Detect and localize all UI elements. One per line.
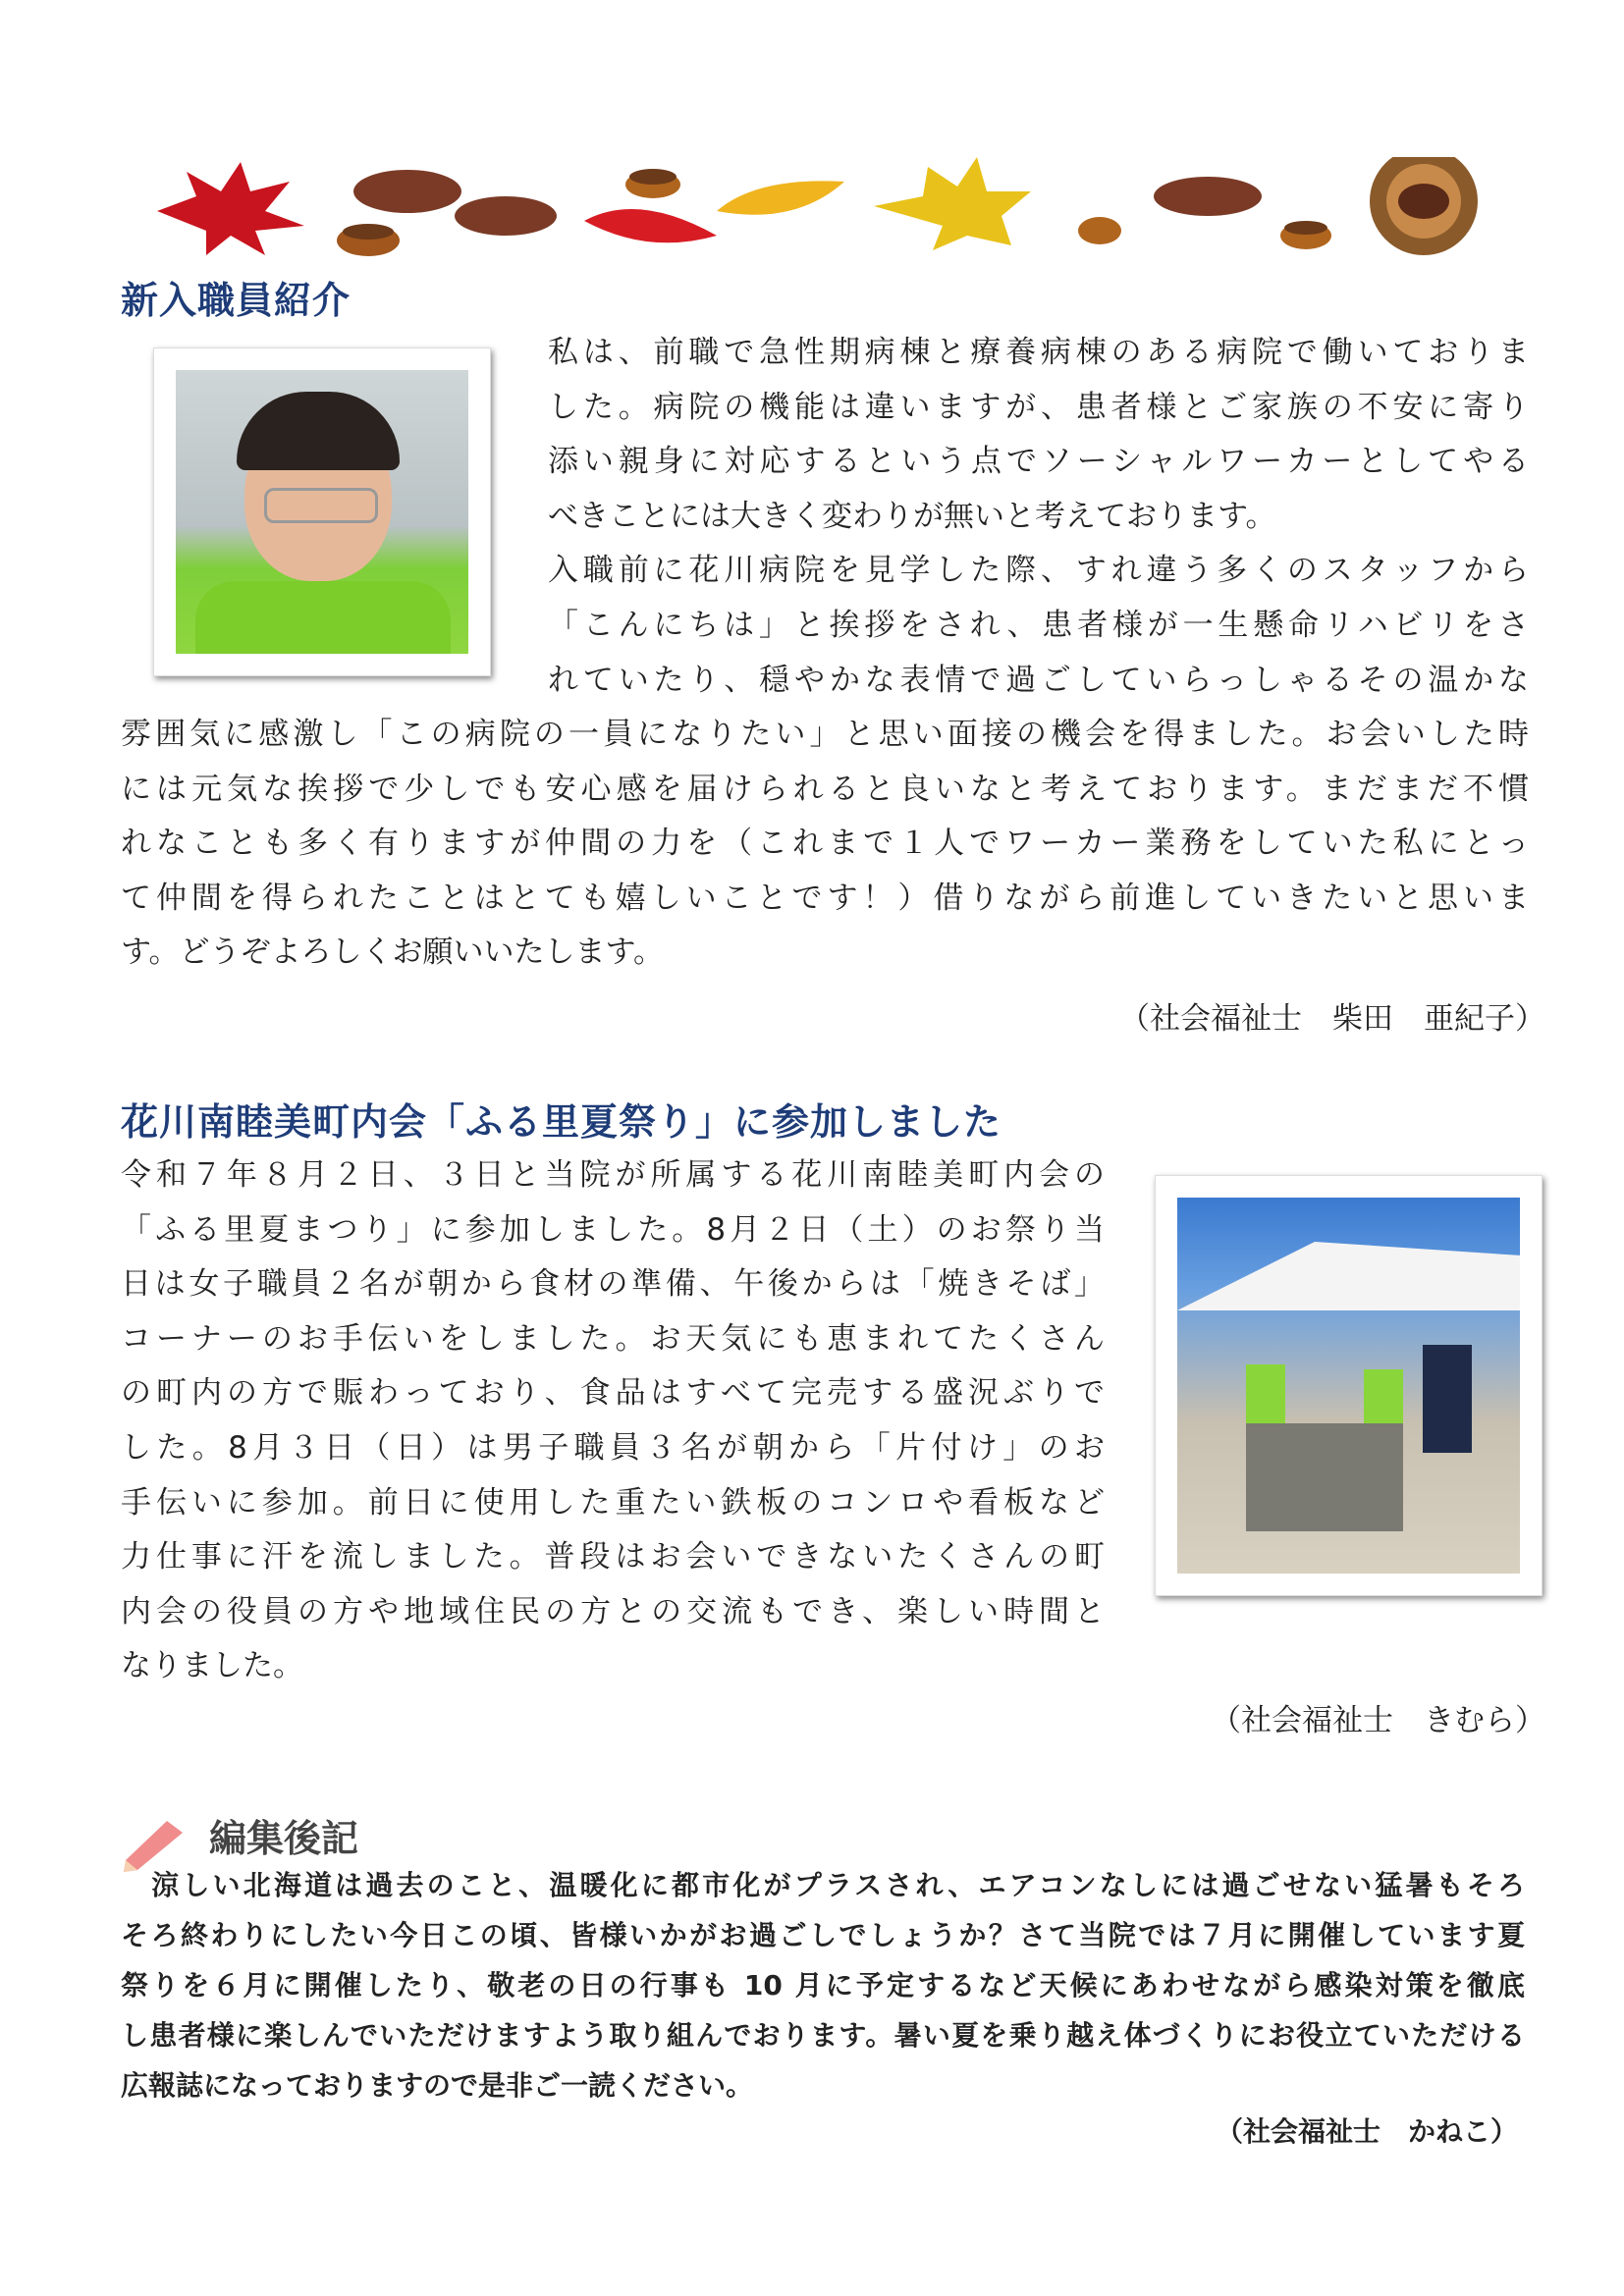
text-line: コーナーのお手伝いをしました。お天気にも恵まれてたくさん bbox=[121, 1320, 1105, 1357]
section1-author: （社会福祉士 柴田 亜紀子） bbox=[1119, 1001, 1545, 1037]
red-leaf-icon bbox=[584, 209, 717, 242]
yellow-maple-leaf-icon bbox=[874, 157, 1031, 250]
text-line: した。病院の機能は違いますが、患者様とご家族の不安に寄り bbox=[548, 389, 1529, 425]
section-title-summer-festival: 花川南睦美町内会「ふる里夏祭り」に参加しました bbox=[121, 1100, 1002, 1144]
red-maple-leaf-icon bbox=[157, 162, 304, 255]
text-line: べきことには大きく変わりが無いと考えております。 bbox=[548, 498, 1276, 534]
text-line: 雰囲気に感激し「この病院の一員になりたい」と思い面接の機会を得ました。お会いした時 bbox=[121, 717, 1529, 752]
festival-photo bbox=[1155, 1175, 1543, 1596]
section1-body-text bbox=[121, 708, 1529, 981]
chestnut-burr-icon bbox=[1370, 157, 1478, 255]
editor-note-title: 編集後記 bbox=[209, 1817, 359, 1860]
text-line: 私は、前職で急性期病棟と療養病棟のある病院で働いておりま bbox=[548, 335, 1529, 370]
acorn-icon bbox=[625, 169, 680, 198]
text-line: れていたり、穏やかな表情で過ごしていらっしゃるその温かな bbox=[548, 662, 1529, 698]
text-line: の町内の方で賑わっており、食品はすべて完売する盛況ぶりで bbox=[121, 1375, 1105, 1412]
text-line: 日は女子職員２名が朝から食材の準備、午後からは「焼きそば」 bbox=[121, 1266, 1105, 1303]
chestnut-icon bbox=[337, 170, 557, 256]
autumn-leaves-banner bbox=[147, 157, 1522, 265]
text-line: て仲間を得られたことはとても嬉しいことです！）借りながら前進していきたいと思いま bbox=[121, 880, 1529, 916]
text-line: した。8月３日（日）は男子職員３名が朝から「片付け」のお bbox=[121, 1429, 1105, 1466]
editor-note-author: （社会福祉士 かねこ） bbox=[1215, 2115, 1518, 2148]
text-line: 内会の役員の方や地域住民の方との交流もでき、楽しい時間と bbox=[121, 1593, 1105, 1629]
text-line: 入職前に花川病院を見学した際、すれ違う多くのスタッフから bbox=[548, 553, 1529, 589]
text-line: し患者様に楽しんでいただけますよう取り組んでおります。暑い夏を乗り越え体づくりにお役立ていただける bbox=[121, 2019, 1525, 2052]
text-line: そろ終わりにしたい今日この頃、皆様いかがお過ごしでしょうか？さて当院では７月に開催しています夏 bbox=[121, 1919, 1525, 1951]
text-line: 「こんにちは」と挨拶をされ、患者様が一生懸命リハビリをさ bbox=[548, 607, 1529, 643]
text-line: れなことも多く有りますが仲間の力を（これまで１人でワーカー業務をしていた私にとっ bbox=[121, 826, 1529, 862]
chestnut-icon bbox=[1154, 177, 1262, 216]
text-line: なりました。 bbox=[121, 1648, 303, 1684]
editor-note-text bbox=[121, 1860, 1525, 2110]
staff-portrait-photo bbox=[153, 347, 491, 676]
text-line: 添い親身に対応するという点でソーシャルワーカーとしてやる bbox=[548, 444, 1529, 480]
section2-body-text bbox=[121, 1148, 1105, 1694]
text-line: 「ふる里夏まつり」に参加しました。8月２日（土）のお祭り当 bbox=[121, 1211, 1105, 1248]
text-line: 祭りを６月に開催したり、敬老の日の行事も 10 月に予定するなど天候にあわせながら感染対策を徹底 bbox=[121, 1969, 1525, 2002]
text-line: 手伝いに参加。前日に使用した重たい鉄板のコンロや看板など bbox=[121, 1484, 1105, 1521]
text-line: す。どうぞよろしくお願いいたします。 bbox=[121, 934, 665, 971]
text-line: には元気な挨拶で少しでも安心感を届けられると良いなと考えております。まだまだ不慣 bbox=[121, 771, 1530, 807]
text-line: 令和７年８月２日、３日と当院が所属する花川南睦美町内会の bbox=[121, 1157, 1105, 1193]
section2-author: （社会福祉士 きむら） bbox=[1211, 1703, 1545, 1738]
text-line: 力仕事に汗を流しました。普段はお会いできないたくさんの町 bbox=[121, 1539, 1105, 1575]
yellow-leaf-icon bbox=[717, 181, 844, 214]
acorn-icon bbox=[1078, 217, 1331, 249]
text-line: 涼しい北海道は過去のこと、温暖化に都市化がプラスされ、エアコンなしには過ごせない猛暑もそろ bbox=[121, 1869, 1525, 1901]
section1-intro-text bbox=[548, 326, 1529, 708]
text-line: 広報誌になっておりますので是非ご一読ください。 bbox=[121, 2069, 754, 2102]
section-title-new-staff: 新入職員紹介 bbox=[121, 279, 352, 322]
